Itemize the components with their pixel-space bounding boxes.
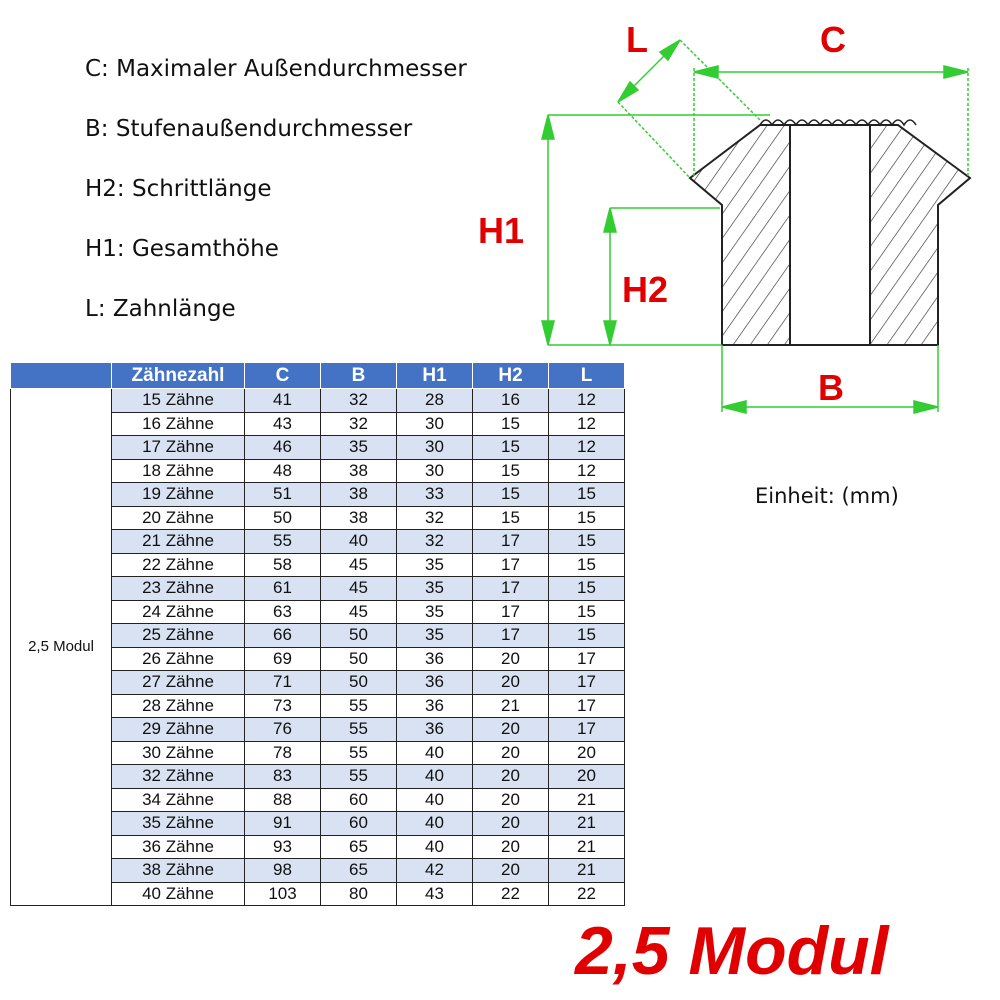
table-cell: 15 (549, 530, 625, 554)
table-cell: 28 (397, 389, 473, 413)
label-c: C (820, 19, 846, 60)
header-b: B (321, 363, 397, 389)
table-cell: 43 (245, 412, 321, 436)
table-cell: 93 (245, 835, 321, 859)
spec-table (10, 362, 625, 906)
table-cell: 15 (473, 506, 549, 530)
table-cell: 40 Zähne (112, 882, 245, 906)
table-cell: 21 (549, 835, 625, 859)
table-cell: 35 (397, 624, 473, 648)
table-cell: 32 (321, 412, 397, 436)
table-cell: 35 (397, 553, 473, 577)
header-c: C (245, 363, 321, 389)
label-l: L (626, 19, 648, 60)
table-cell: 20 (549, 741, 625, 765)
table-cell: 15 Zähne (112, 389, 245, 413)
table-cell: 32 (321, 389, 397, 413)
table-cell: 35 (397, 600, 473, 624)
table-cell: 21 (473, 694, 549, 718)
table-cell: 33 (397, 483, 473, 507)
table-cell: 25 Zähne (112, 624, 245, 648)
table-cell: 38 Zähne (112, 859, 245, 883)
legend-h1: H1: Gesamthöhe (85, 236, 279, 262)
table-cell: 20 (473, 812, 549, 836)
table-cell: 30 Zähne (112, 741, 245, 765)
table-cell: 30 (397, 412, 473, 436)
table-cell: 40 (397, 812, 473, 836)
legend-c: C: Maximaler Außendurchmesser (85, 56, 467, 82)
table-cell: 50 (321, 624, 397, 648)
table-cell: 15 (473, 483, 549, 507)
header-teeth: Zähnezahl (112, 363, 245, 389)
table-cell: 46 (245, 436, 321, 460)
table-cell: 15 (549, 506, 625, 530)
table-cell: 55 (321, 765, 397, 789)
table-cell: 23 Zähne (112, 577, 245, 601)
table-cell: 78 (245, 741, 321, 765)
table-cell: 22 Zähne (112, 553, 245, 577)
table-cell: 58 (245, 553, 321, 577)
table-cell: 17 (473, 624, 549, 648)
gear-cross-section (690, 120, 970, 345)
table-cell: 38 (321, 506, 397, 530)
table-cell: 50 (321, 647, 397, 671)
table-cell: 20 (473, 835, 549, 859)
table-cell: 12 (549, 412, 625, 436)
table-cell: 60 (321, 788, 397, 812)
table-cell: 29 Zähne (112, 718, 245, 742)
table-cell: 26 Zähne (112, 647, 245, 671)
table-cell: 20 Zähne (112, 506, 245, 530)
table-cell: 36 Zähne (112, 835, 245, 859)
table-cell: 63 (245, 600, 321, 624)
table-cell: 20 (473, 859, 549, 883)
table-cell: 88 (245, 788, 321, 812)
table-cell: 55 (321, 718, 397, 742)
table-cell: 21 Zähne (112, 530, 245, 554)
label-b: B (818, 367, 844, 408)
table-cell: 36 (397, 694, 473, 718)
table-cell: 41 (245, 389, 321, 413)
table-cell: 12 (549, 389, 625, 413)
table-cell: 17 (473, 553, 549, 577)
table-cell: 20 (473, 671, 549, 695)
table-cell: 15 (473, 436, 549, 460)
module-cell: 2,5 Modul (11, 389, 112, 906)
table-cell: 45 (321, 577, 397, 601)
table-cell: 20 (473, 741, 549, 765)
table-cell: 36 (397, 718, 473, 742)
module-title: 2,5 Modul (575, 913, 889, 989)
table-cell: 38 (321, 483, 397, 507)
label-h2: H2 (622, 269, 669, 310)
table-cell: 69 (245, 647, 321, 671)
table-cell: 98 (245, 859, 321, 883)
table-cell: 35 (397, 577, 473, 601)
table-cell: 15 (473, 412, 549, 436)
table-cell: 12 (549, 459, 625, 483)
table-cell: 32 (397, 530, 473, 554)
header-h1: H1 (397, 363, 473, 389)
table-cell: 40 (397, 788, 473, 812)
table-cell: 55 (245, 530, 321, 554)
unit-note: Einheit: (mm) (755, 484, 899, 508)
table-cell: 24 Zähne (112, 600, 245, 624)
table-cell: 80 (321, 882, 397, 906)
table-cell: 19 Zähne (112, 483, 245, 507)
table-cell: 20 (473, 718, 549, 742)
table-cell: 17 (473, 530, 549, 554)
table-cell: 16 Zähne (112, 412, 245, 436)
table-cell: 17 (549, 647, 625, 671)
table-cell: 20 (473, 765, 549, 789)
table-cell: 17 Zähne (112, 436, 245, 460)
table-cell: 27 Zähne (112, 671, 245, 695)
table-cell: 65 (321, 859, 397, 883)
table-cell: 30 (397, 459, 473, 483)
table-cell: 45 (321, 600, 397, 624)
table-cell: 55 (321, 741, 397, 765)
table-cell: 17 (549, 671, 625, 695)
header-corner (11, 363, 112, 389)
legend-b: B: Stufenaußendurchmesser (85, 116, 413, 142)
table-cell: 48 (245, 459, 321, 483)
table-cell: 103 (245, 882, 321, 906)
table-cell: 15 (549, 483, 625, 507)
table-cell: 40 (397, 741, 473, 765)
table-cell: 15 (473, 459, 549, 483)
table-cell: 38 (321, 459, 397, 483)
table-cell: 50 (321, 671, 397, 695)
table-cell: 32 (397, 506, 473, 530)
table-cell: 42 (397, 859, 473, 883)
table-cell: 30 (397, 436, 473, 460)
table-cell: 43 (397, 882, 473, 906)
table-cell: 15 (549, 553, 625, 577)
table-cell: 66 (245, 624, 321, 648)
table-cell: 32 Zähne (112, 765, 245, 789)
legend-h2: H2: Schrittlänge (85, 176, 272, 202)
table-cell: 40 (321, 530, 397, 554)
table-cell: 22 (549, 882, 625, 906)
header-l: L (549, 363, 625, 389)
table-cell: 17 (549, 694, 625, 718)
table-cell: 17 (473, 577, 549, 601)
table-cell: 36 (397, 647, 473, 671)
table-cell: 55 (321, 694, 397, 718)
table-cell: 71 (245, 671, 321, 695)
table-cell: 61 (245, 577, 321, 601)
table-cell: 83 (245, 765, 321, 789)
table-cell: 15 (549, 600, 625, 624)
table-cell: 34 Zähne (112, 788, 245, 812)
table-cell: 21 (549, 812, 625, 836)
table-cell: 17 (473, 600, 549, 624)
table-cell: 17 (549, 718, 625, 742)
table-cell: 76 (245, 718, 321, 742)
table-cell: 20 (549, 765, 625, 789)
table-cell: 15 (549, 577, 625, 601)
table-cell: 20 (473, 788, 549, 812)
table-row (11, 389, 625, 413)
table-cell: 65 (321, 835, 397, 859)
table-header (11, 363, 625, 389)
table-cell: 35 Zähne (112, 812, 245, 836)
table-cell: 20 (473, 647, 549, 671)
table-cell: 22 (473, 882, 549, 906)
table-cell: 21 (549, 788, 625, 812)
table-cell: 50 (245, 506, 321, 530)
header-h2: H2 (473, 363, 549, 389)
table-cell: 91 (245, 812, 321, 836)
table-cell: 18 Zähne (112, 459, 245, 483)
table-cell: 51 (245, 483, 321, 507)
table-cell: 35 (321, 436, 397, 460)
table-cell: 60 (321, 812, 397, 836)
table-cell: 73 (245, 694, 321, 718)
table-cell: 28 Zähne (112, 694, 245, 718)
label-h1: H1 (478, 210, 525, 251)
table-cell: 40 (397, 765, 473, 789)
table-cell: 40 (397, 835, 473, 859)
table-cell: 15 (549, 624, 625, 648)
table-cell: 45 (321, 553, 397, 577)
table-cell: 21 (549, 859, 625, 883)
table-cell: 36 (397, 671, 473, 695)
legend-l: L: Zahnlänge (85, 296, 236, 322)
table-cell: 16 (473, 389, 549, 413)
table-cell: 12 (549, 436, 625, 460)
